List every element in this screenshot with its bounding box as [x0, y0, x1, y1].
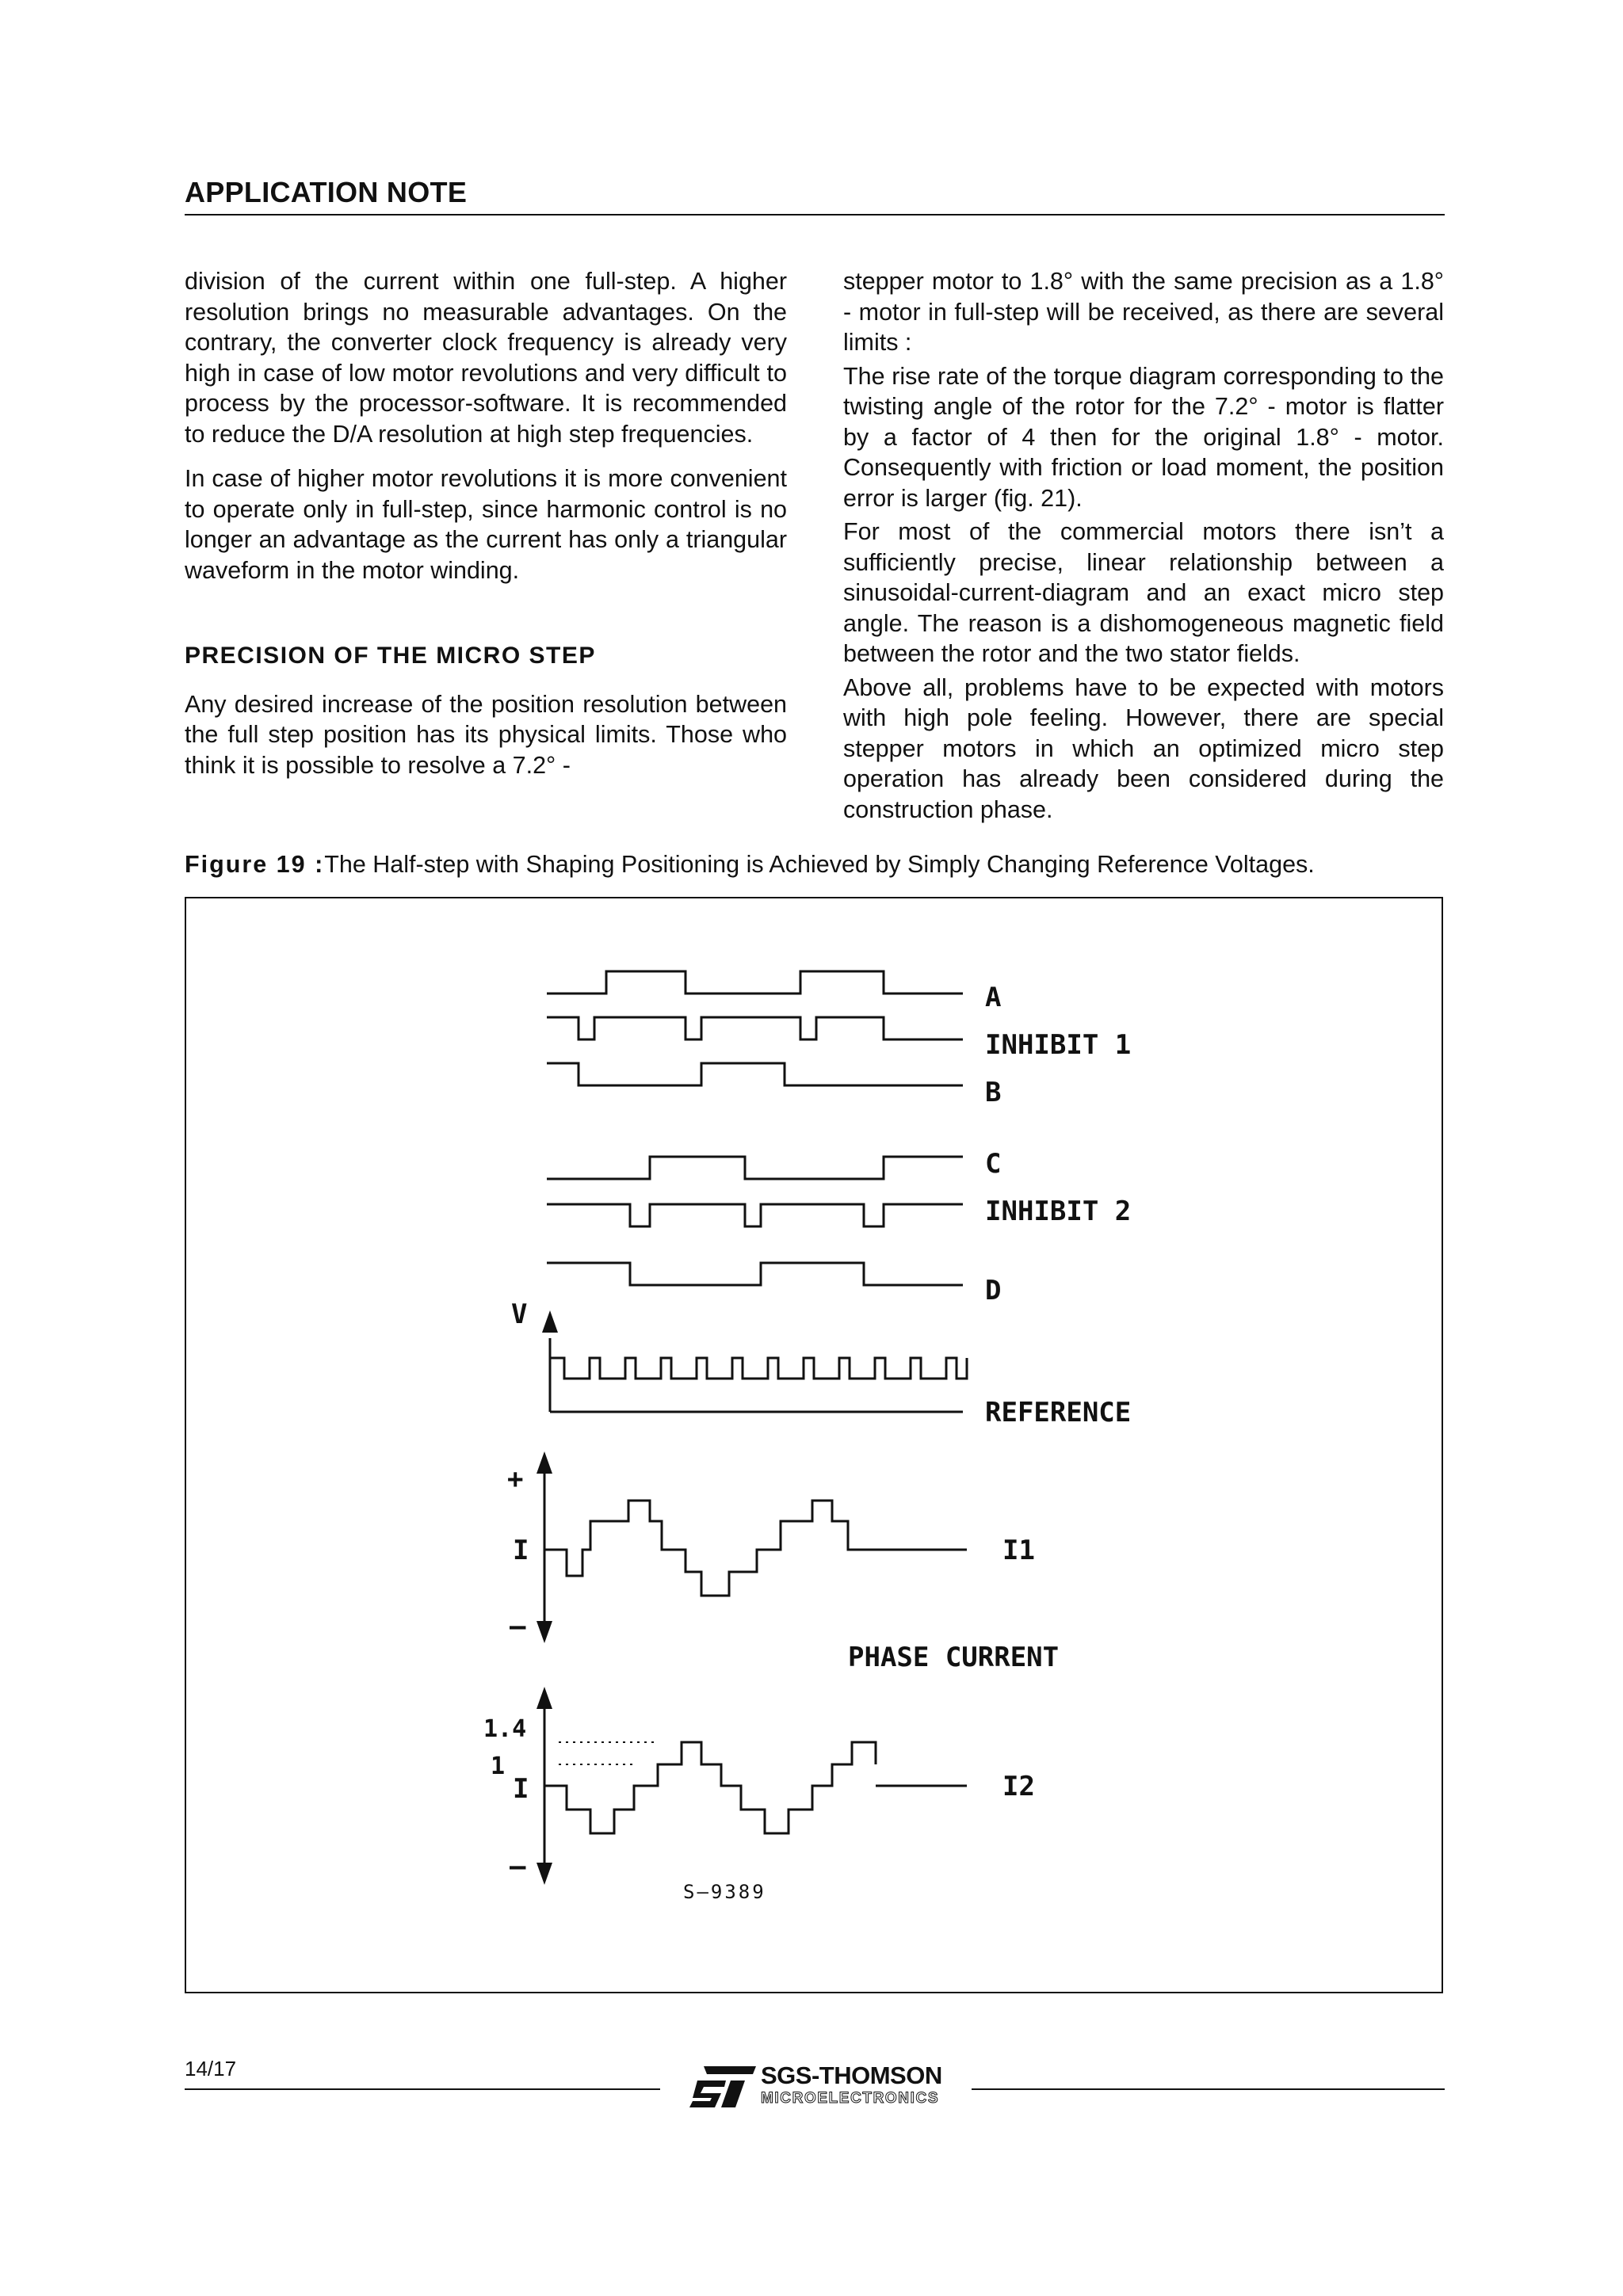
signal-i1-wave	[544, 1501, 967, 1596]
left-paragraph-1: division of the current within one full-step. A higher resolution brings no measurable advantages. On the contrary, the converter clock frequency is already very high in case of low motor revolutions and very difficult to process by the processor-software. It is recommended to reduce the D/A resolution at high step frequencies.	[185, 268, 787, 448]
figure-label: Figure 19 :	[185, 851, 325, 878]
axis-label-v: V	[511, 1299, 528, 1330]
axis-label-minus-top: –	[510, 1611, 526, 1642]
i1-axis-arrow-up-icon	[537, 1451, 552, 1474]
v-axis-arrow-icon	[542, 1310, 558, 1333]
right-paragraph-3: For most of the commercial motors there isn’t a sufficiently precise, linear relationship between a sinusoidal-current-diagram and an exact micro step angle. The reason is a dishomogeneous magnetic field between the rotor and the two stator fields.	[843, 518, 1444, 667]
label-inhibit-1: INHIBIT 1	[985, 1029, 1132, 1061]
brand-name: SGS-THOMSON	[761, 2061, 942, 2089]
figure-code: S–9389	[683, 1881, 766, 1903]
section-heading: PRECISION OF THE MICRO STEP	[185, 643, 596, 669]
signal-reference-wave	[550, 1358, 967, 1379]
page-number: 14/17	[185, 2057, 237, 2081]
signal-inhibit1-wave	[547, 1017, 963, 1039]
signal-b-wave	[547, 1063, 963, 1085]
label-a: A	[985, 982, 1002, 1013]
label-i1: I1	[1002, 1535, 1035, 1566]
label-i2: I2	[1002, 1771, 1035, 1802]
left-column	[185, 266, 787, 795]
label-d: D	[985, 1275, 1002, 1306]
label-reference: REFERENCE	[985, 1397, 1132, 1428]
left-paragraph-2: In case of higher motor revolutions it is more convenient to operate only in full-step, since harmonic control is no longer an advantage as the current has only a triangular waveform in the motor winding.	[185, 465, 787, 584]
signal-d-wave	[547, 1263, 963, 1285]
axis-label-i-top: I	[513, 1535, 529, 1566]
signal-a-wave	[547, 971, 963, 994]
company-logo	[686, 2060, 956, 2112]
signal-inhibit2-wave	[547, 1204, 963, 1226]
brand-subtitle: MICROELECTRONICS	[761, 2090, 940, 2107]
right-column	[843, 266, 1444, 828]
page-header	[185, 176, 1445, 215]
i2-axis-arrow-up-icon	[537, 1687, 552, 1709]
footer-rule-right	[972, 2088, 1445, 2090]
i1-axis-arrow-down-icon	[537, 1621, 552, 1643]
label-c: C	[985, 1148, 1002, 1180]
figure-caption-text: The Half-step with Shaping Positioning is Achieved by Simply Changing Reference Voltages.	[324, 851, 1315, 878]
signal-i2-wave	[544, 1742, 876, 1833]
timing-diagram	[186, 898, 1445, 1995]
figure-19	[185, 897, 1443, 1993]
right-paragraph-4: Above all, problems have to be expected with motors with high pole feeling. However, there are special stepper motors in which an optimized micro step operation has already been considered during the construction phase.	[843, 673, 1444, 823]
footer-rule-left	[185, 2088, 660, 2090]
header-title: APPLICATION NOTE	[185, 176, 468, 208]
right-paragraph-1: stepper motor to 1.8° with the same precision as a 1.8° - motor in full-step will be received, as there are several limits :	[843, 268, 1444, 356]
waveforms	[544, 971, 967, 1877]
label-phase-current: PHASE CURRENT	[848, 1642, 1060, 1673]
axis-label-i-bottom: I	[513, 1773, 529, 1805]
st-logo-icon	[686, 2061, 758, 2111]
axis-label-1: 1	[491, 1753, 506, 1780]
signal-c-wave	[547, 1157, 963, 1179]
i2-axis-arrow-down-icon	[537, 1863, 552, 1885]
label-b: B	[985, 1077, 1002, 1108]
left-paragraph-3: Any desired increase of the position resolution between the full step position has its physical limits. Those who think it is possible to resolve a 7.2° -	[185, 690, 787, 779]
axis-arrows	[537, 1310, 558, 1885]
label-inhibit-2: INHIBIT 2	[985, 1196, 1132, 1227]
figure-caption	[185, 851, 1453, 879]
axis-label-plus: +	[507, 1463, 524, 1495]
right-paragraph-2: The rise rate of the torque diagram corresponding to the twisting angle of the rotor for the 7.2° - motor is flatter by a factor of 4 then for the original 1.8° - motor. Consequently with friction or load moment, the position error is larger (fig. 21).	[843, 362, 1444, 512]
axis-label-minus-bottom: –	[510, 1851, 526, 1882]
axis-label-1-4: 1.4	[483, 1715, 527, 1743]
